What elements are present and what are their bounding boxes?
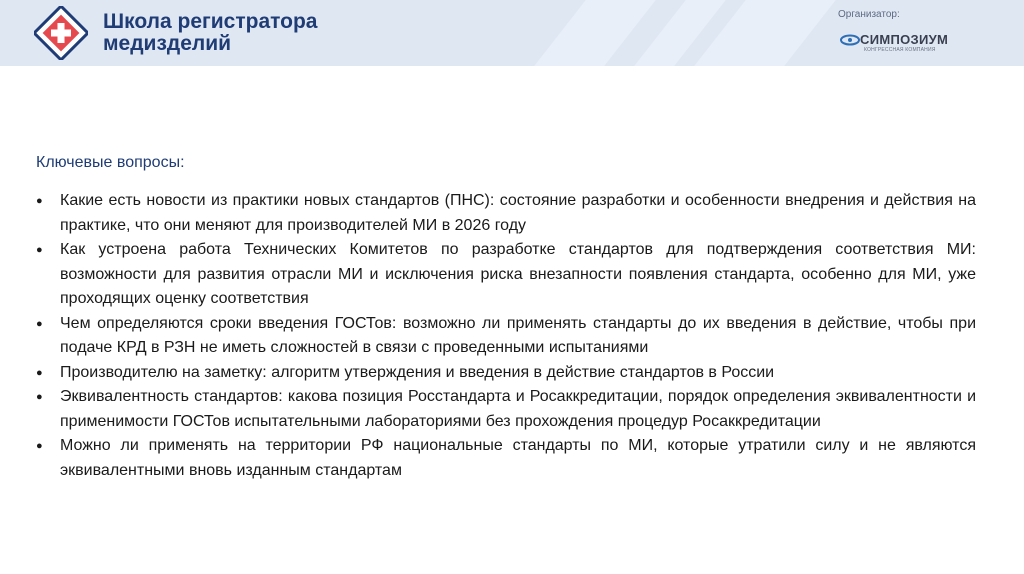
organizer-label: Организатор:: [838, 9, 900, 20]
bullet-icon: ●: [36, 366, 43, 379]
key-questions-list: [36, 189, 976, 483]
swoosh-icon: [840, 33, 860, 45]
list-item-text: Можно ли применять на территории РФ национальные стандарты по МИ, которые утратили силу и не являются эквивалентными вновь изданным стандартам: [60, 437, 976, 479]
list-item: [36, 238, 976, 312]
list-item-text: Производителю на заметку: алгоритм утверждения и введения в действие стандартов в России: [60, 363, 775, 381]
bullet-icon: ●: [36, 317, 43, 330]
title-line-2: медизделий: [103, 32, 232, 55]
bullet-icon: ●: [36, 244, 43, 256]
bullet-icon: ●: [36, 391, 43, 403]
section-heading: Ключевые вопросы:: [36, 154, 185, 171]
header-banner: [0, 0, 1024, 66]
organizer-subtitle: КОНГРЕССНАЯ КОМПАНИЯ: [864, 47, 936, 53]
list-item-text: Как устроена работа Технических Комитетов по разработке стандартов для подтверждения соответствия МИ: возможности для развития отрасли МИ и исключения риска внезапности появления стандарта, особенно для МИ, уже проходящих оценку соответствия: [60, 241, 976, 307]
list-item: [36, 189, 976, 238]
list-item: [36, 385, 976, 434]
organizer-logo: [840, 27, 970, 57]
school-logo-icon: [34, 6, 88, 60]
list-item: [36, 361, 976, 386]
title-line-1: Школа регистратора: [103, 10, 318, 33]
list-item-text: Эквивалентность стандартов: какова позиция Росстандарта и Росаккредитации, порядок определения эквивалентности и применимости ГОСТов испытательными лабораториями без прохождения процедур Росаккредитации: [60, 388, 976, 430]
decorative-stripe: [534, 0, 656, 66]
list-item: [36, 312, 976, 361]
list-item-text: Чем определяются сроки введения ГОСТов: возможно ли применять стандарты до их введения в действие, чтобы при подаче КРД в РЗН не иметь сложностей в связи с проведенными испытаниями: [60, 314, 976, 356]
bullet-icon: ●: [36, 440, 43, 452]
list-item: [36, 434, 976, 483]
main-content: [36, 153, 976, 483]
list-item-text: Какие есть новости из практики новых стандартов (ПНС): состояние разработки и особенности внедрения и действия на практике, что они меняют для производителей МИ в 2026 году: [60, 192, 976, 234]
organizer-name: СИМПОЗИУМ: [860, 32, 949, 47]
bullet-icon: ●: [36, 195, 43, 207]
page-title: [103, 11, 317, 55]
